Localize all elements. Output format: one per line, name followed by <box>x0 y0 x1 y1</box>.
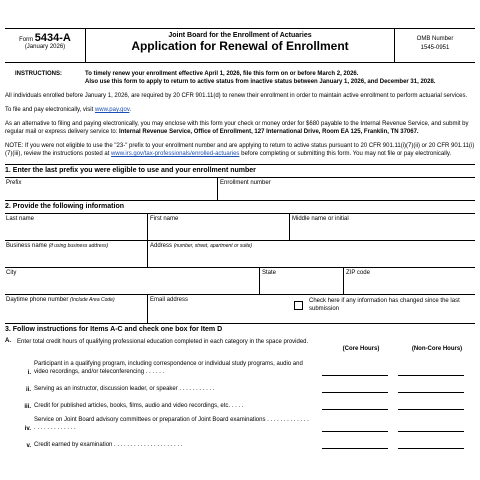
section3-title: 3. Follow instructions for Items A-C and check one box for Item D <box>5 323 475 336</box>
city-field[interactable] <box>5 268 259 294</box>
credit-item-row <box>5 384 475 393</box>
noncore-hours-input[interactable] <box>398 384 464 393</box>
form-number: 5434-A <box>34 32 71 44</box>
info-changed-option <box>289 295 475 323</box>
enrollment-number-field[interactable] <box>217 178 475 200</box>
credit-item-number: ii. <box>25 387 31 393</box>
mailing-address: Internal Revenue Service, Office of Enrollment, 127 International Drive, Room EA 125, Franklin, TN 37067. <box>119 129 419 135</box>
address-field[interactable] <box>147 241 475 267</box>
credit-item-row <box>5 401 475 410</box>
paragraph-renewal: All individuals enrolled before January 1, 2026, are required by 20 CFR 901.11(d) to renew their enrollment in order to maintain active enrollment to perform actuarial services. <box>5 93 468 99</box>
core-hours-input[interactable] <box>322 384 388 393</box>
paragraph-electronic <box>5 106 475 114</box>
instructions-label: INSTRUCTIONS: <box>15 71 62 77</box>
irs-link[interactable]: www.irs.gov/tax-professionals/enrolled-actuaries <box>111 151 240 157</box>
address-hint: (number, street, apartment or suite) <box>173 243 253 249</box>
paragraph-note <box>5 142 475 158</box>
credit-item-text: Serving as an instructor, discussion leader, or speaker . . . . . . . . . . . <box>34 386 215 392</box>
form-header <box>5 28 475 63</box>
phone-label: Daytime phone number <box>6 297 69 303</box>
noncore-hours-header: (Non-Core Hours) <box>411 346 463 352</box>
omb-box <box>394 29 475 62</box>
info-changed-checkbox[interactable] <box>294 301 303 310</box>
instructions <box>15 70 475 86</box>
p2-pre: To file and pay electronically, visit <box>5 107 95 113</box>
core-hours-input[interactable] <box>322 367 388 376</box>
omb-number: 1545-0951 <box>420 45 450 51</box>
business-name-label: Business name <box>6 243 48 249</box>
first-name-label: First name <box>150 216 179 222</box>
instructions-line2: Also use this form to apply to return to active status from inactive status between January 1, 2026, and December 31, 2028. <box>85 79 436 85</box>
enrollment-label: Enrollment number <box>220 180 271 186</box>
credit-item-text: Participant in a qualifying program, including correspondence or individual study programs, audio and video recordings, and/or teleconferencing . . . . . . <box>34 361 303 375</box>
p4-pre: NOTE: If you were not eligible to use the "23-" prefix to your enrollment number and are applying to return to active status pursuant to 20 CFR 901.11(i)(7)(ii) or 20 CFR 901.11(i)(7)(iii), review the instructions posted at <box>5 143 475 157</box>
email-label: Email address <box>150 297 189 303</box>
state-field[interactable] <box>259 268 343 294</box>
address-label: Address <box>150 243 173 249</box>
prefix-label: Prefix <box>6 180 22 186</box>
middle-name-label: Middle name or initial <box>292 216 349 222</box>
p2-post: . <box>129 107 132 113</box>
credit-item-number: v. <box>26 443 31 449</box>
form-title-box <box>86 29 394 62</box>
credit-item-text: Credit earned by examination . . . . . . . . . . . . . . . . . . . . . <box>34 442 183 448</box>
city-row <box>5 267 475 294</box>
credit-item-text: Credit for published articles, books, films, audio and video recordings, etc. . . . . <box>34 403 244 409</box>
core-hours-input[interactable] <box>322 423 388 432</box>
form-prefix: Form <box>19 37 34 43</box>
zip-field[interactable] <box>343 268 475 294</box>
business-name-field[interactable] <box>5 241 147 267</box>
form-date: (January 2026) <box>24 44 66 50</box>
instructions-line1: To timely renew your enrollment effective April 1, 2026, file this form on or before March 2, 2026. <box>85 71 359 77</box>
instructions-text <box>85 70 435 86</box>
paygov-link[interactable]: www.pay.gov <box>94 107 130 113</box>
noncore-hours-input[interactable] <box>398 423 464 432</box>
form-page <box>5 0 475 449</box>
core-hours-input[interactable] <box>322 440 388 449</box>
name-row <box>5 213 475 240</box>
omb-label: OMB Number <box>416 36 454 42</box>
info-changed-label: Check here if any information has changed since the last submission <box>309 298 460 312</box>
contact-row <box>5 294 475 323</box>
agency-name: Joint Board for the Enrollment of Actuaries <box>168 32 312 39</box>
p3-pre: As an alternative to filing and paying electronically, you may enclose with this form your check or money order for $680 payable to the Internal Revenue Service, and submit by regular mail or express delivery service to: <box>5 121 469 135</box>
item-a <box>5 338 475 352</box>
credit-item-number: iv. <box>24 426 31 432</box>
noncore-hours-input[interactable] <box>398 367 464 376</box>
credit-item-row <box>5 416 475 432</box>
middle-name-field[interactable] <box>289 214 475 240</box>
zip-label: ZIP code <box>346 270 370 276</box>
first-name-field[interactable] <box>147 214 289 240</box>
credit-item-row <box>5 360 475 376</box>
form-id-box <box>5 29 86 62</box>
last-name-label: Last name <box>6 216 35 222</box>
prefix-field[interactable] <box>5 178 217 200</box>
business-row <box>5 240 475 267</box>
form-title: Application for Renewal of Enrollment <box>131 39 349 53</box>
item-a-text: Enter total credit hours of qualifying professional education completed in each category in the space provided. <box>17 339 309 345</box>
last-name-field[interactable] <box>5 214 147 240</box>
section2-title: 2. Provide the following information <box>5 200 475 213</box>
item-a-letter: A. <box>5 338 11 344</box>
email-field[interactable] <box>147 295 289 323</box>
p4-post: before completing or submitting this form. You may not file or pay electronically. <box>239 151 452 157</box>
paragraph-mail <box>5 120 475 136</box>
phone-hint: (Include Area Code) <box>70 297 115 303</box>
section1-row <box>5 177 475 200</box>
core-hours-header: (Core Hours) <box>342 346 380 352</box>
credit-item-text: Service on Joint Board advisory committees or preparation of Joint Board examinations . . . . . . . . . . . . . . . . . . . . . . . . . . <box>34 417 309 431</box>
business-hint: (if using business address) <box>48 243 109 249</box>
credit-item-number: iii. <box>24 404 31 410</box>
noncore-hours-input[interactable] <box>398 401 464 410</box>
state-label: State <box>262 270 277 276</box>
credit-item-number: i. <box>27 370 31 376</box>
credit-items <box>5 360 475 449</box>
phone-field[interactable] <box>5 295 147 323</box>
core-hours-input[interactable] <box>322 401 388 410</box>
credit-item-row <box>5 440 475 449</box>
section1-title: 1. Enter the last prefix you were eligible to use and your enrollment number <box>5 164 475 177</box>
noncore-hours-input[interactable] <box>398 440 464 449</box>
city-label: City <box>6 270 17 276</box>
